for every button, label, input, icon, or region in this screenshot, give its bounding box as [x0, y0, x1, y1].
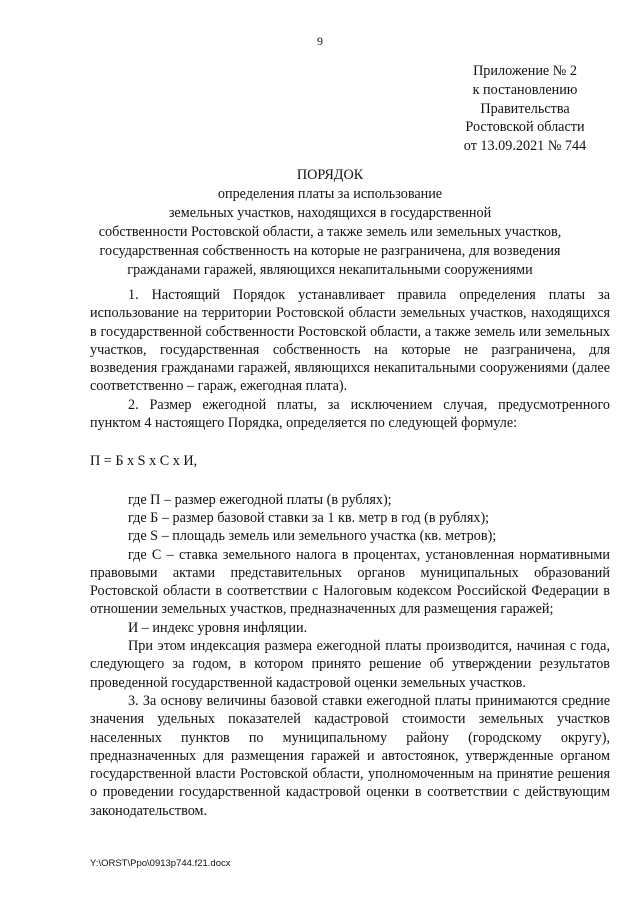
appendix-line: Приложение № 2 — [473, 63, 577, 79]
appendix-line: Ростовской области — [465, 119, 585, 136]
appendix-line: Правительства — [480, 100, 570, 117]
definition-s: где S – площадь земель или земельного участка (кв. метров); — [128, 528, 497, 545]
title-line: государственная собственность на которые не разграничена, для возведения — [99, 243, 561, 259]
title-line: земельных участков, находящихся в государственной — [168, 205, 492, 221]
document-body — [90, 286, 610, 820]
paragraph-1: 1. Настоящий Порядок устанавливает правила определения платы за использование на территории Ростовской области земельных участков, находящихся в государственной собственности Ростовской области, а также земель или земельных участков, государственная собственность на которые не разграничена, для возведения гражданами гаражей, являющихся некапитальными сооружениями (далее соответственно – гараж, ежегодная плата). — [90, 287, 610, 395]
page-number: 9 — [317, 34, 323, 48]
definition-c: где С – ставка земельного налога в процентах, установленная нормативными правовыми актами представительных органов муниципальных образований Ростовской области в соответствии с Налоговым кодексом Российской Федерации в отношении земельных участков, предназначенных для размещения гаражей; — [90, 546, 610, 618]
definition-i: И – индекс уровня инфляции. — [128, 619, 308, 636]
appendix-line: от 13.09.2021 № 744 — [463, 138, 587, 155]
paragraph-3: 3. За основу величины базовой ставки ежегодной платы принимаются средние значения удельных показателей кадастровой стоимости земельных участков населенных пунктов по муниципальному району (городскому округу), предназначенных для размещения гаражей и автостоянок, утвержденные органом государственной власти Ростовской области, уполномоченным на принятие решения о проведении государственной кадастровой оценки в соответствии с действующим законодательством. — [90, 692, 610, 819]
definition-b: где Б – размер базовой ставки за 1 кв. метр в год (в рублях); — [128, 509, 490, 526]
appendix-line: к постановлению — [472, 81, 578, 98]
file-path-footer: Y:\ORST\Ppo\0913p744.f21.docx — [90, 858, 231, 869]
title-line: определения платы за использование — [217, 186, 443, 202]
title-line: собственности Ростовской области, а также земель или земельных участков, — [98, 224, 562, 240]
paragraph-indexation: При этом индексация размера ежегодной платы производится, начиная с года, следующего за годом, в котором принято решение об утверждении результатов проведенной государственной кадастровой оценки земельных участков. — [90, 638, 610, 691]
document-title — [80, 166, 580, 280]
paragraph-2: 2. Размер ежегодной платы, за исключением случая, предусмотренного пунктом 4 настоящего Порядка, определяется по следующей формуле: — [90, 396, 610, 432]
appendix-block — [440, 62, 610, 156]
title-heading: ПОРЯДОК — [296, 167, 364, 183]
title-line: гражданами гаражей, являющихся некапитальными сооружениями — [127, 262, 533, 278]
formula: П = Б х S х С х И, — [90, 453, 198, 470]
definition-p: где П – размер ежегодной платы (в рублях); — [128, 491, 392, 508]
